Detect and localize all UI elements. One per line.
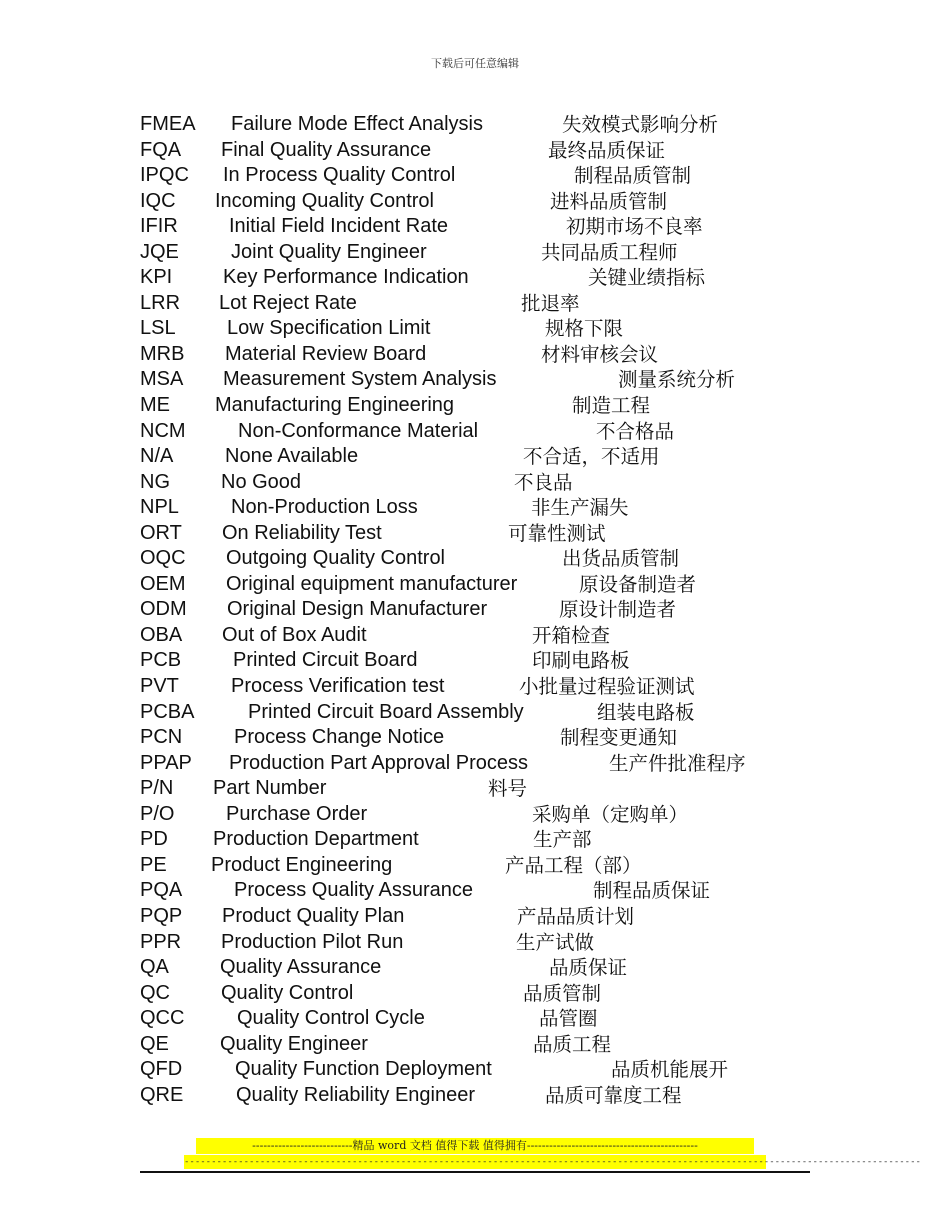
glossary-row: [0, 751, 950, 777]
english-term: Final Quality Assurance: [221, 138, 432, 161]
abbreviation: IPQC: [140, 164, 189, 187]
glossary-row: [0, 316, 950, 342]
chinese-term: 小批量过程验证测试: [519, 675, 695, 699]
chinese-term: 制程变更通知: [560, 726, 678, 750]
chinese-term: 制造工程: [572, 394, 651, 418]
glossary-row: [0, 291, 950, 317]
abbreviation: KPI: [140, 266, 173, 289]
glossary-row: [0, 138, 950, 164]
abbreviation: ORT: [140, 521, 182, 544]
english-term: Product Engineering: [211, 853, 393, 876]
english-term: Production Part Approval Process: [229, 751, 529, 774]
chinese-term: 开箱检查: [532, 623, 611, 647]
abbreviation: N/A: [140, 445, 174, 468]
english-term: Manufacturing Engineering: [215, 394, 455, 417]
chinese-term: 进料品质管制: [550, 189, 668, 213]
abbreviation: NG: [140, 470, 170, 493]
chinese-term: 生产部: [533, 828, 592, 852]
english-term: Part Number: [213, 777, 327, 800]
english-term: Quality Engineer: [220, 1032, 368, 1055]
chinese-term: 产品品质计划: [517, 904, 635, 928]
glossary-row: [0, 1006, 950, 1032]
glossary-row: [0, 342, 950, 368]
footer-banner: ---------------------------精品 word 文档 值得下载 值得拥有----------------------------------------------: [196, 1138, 754, 1154]
chinese-term: 制程品质保证: [593, 879, 711, 903]
chinese-term: 出货品质管制: [562, 547, 680, 571]
glossary-row: [0, 623, 950, 649]
glossary-row: [0, 470, 950, 496]
chinese-term: 测量系统分析: [618, 368, 736, 392]
english-term: Quality Assurance: [220, 956, 382, 979]
abbreviation: IFIR: [140, 215, 178, 238]
abbreviation: ODM: [140, 598, 187, 621]
english-term: Product Quality Plan: [222, 904, 405, 927]
english-term: Outgoing Quality Control: [226, 547, 446, 570]
chinese-term: 原设备制造者: [579, 572, 697, 596]
glossary-row: [0, 597, 950, 623]
english-term: Printed Circuit Board: [233, 649, 418, 672]
english-term: Production Department: [213, 828, 419, 851]
english-term: Measurement System Analysis: [223, 368, 497, 391]
english-term: Process Change Notice: [234, 726, 445, 749]
abbreviation: OBA: [140, 623, 183, 646]
glossary-row: [0, 802, 950, 828]
abbreviation: FMEA: [140, 113, 196, 135]
english-term: Incoming Quality Control: [215, 189, 434, 212]
abbreviation: PE: [140, 853, 167, 876]
glossary-row: [0, 444, 950, 470]
chinese-term: 品管圈: [539, 1007, 598, 1031]
abbreviation: QCC: [140, 1007, 185, 1030]
abbreviation: PCB: [140, 649, 182, 672]
glossary-row: [0, 674, 950, 700]
english-term: Initial Field Incident Rate: [229, 215, 449, 238]
abbreviation: PQP: [140, 904, 183, 927]
abbreviation: NCM: [140, 419, 186, 442]
glossary-row: [0, 240, 950, 266]
abbreviation: MRB: [140, 342, 185, 365]
english-term: Key Performance Indication: [223, 266, 469, 289]
glossary-row: [0, 853, 950, 879]
chinese-term: 生产试做: [516, 930, 595, 954]
english-term: Process Quality Assurance: [234, 879, 473, 902]
chinese-term: 制程品质管制: [574, 164, 692, 188]
english-term: No Good: [221, 470, 302, 493]
glossary-row: [0, 1032, 950, 1058]
english-term: Quality Reliability Engineer: [236, 1083, 476, 1106]
chinese-term: 产品工程（部）: [505, 853, 642, 877]
abbreviation: MSA: [140, 368, 184, 391]
abbreviation: NPL: [140, 496, 179, 519]
glossary-row: [0, 827, 950, 853]
english-term: Original equipment manufacturer: [226, 572, 518, 595]
abbreviation: PD: [140, 828, 168, 851]
chinese-term: 不合格品: [596, 419, 675, 443]
english-term: On Reliability Test: [222, 521, 382, 544]
glossary-row: [0, 419, 950, 445]
glossary-row: [0, 878, 950, 904]
abbreviation: PCN: [140, 726, 183, 749]
chinese-term: 品质管制: [523, 981, 602, 1005]
abbreviation: OQC: [140, 547, 186, 570]
abbreviation: PVT: [140, 675, 179, 698]
footer-dash-line: ----------------------------------------------------------------------------------------------------------------------------------------: [184, 1157, 921, 1167]
abbreviation: FQA: [140, 138, 182, 161]
abbreviation: JQE: [140, 240, 179, 263]
glossary-row: [0, 981, 950, 1007]
chinese-term: 共同品质工程师: [541, 240, 678, 264]
chinese-term: 印刷电路板: [532, 649, 630, 673]
chinese-term: 原设计制造者: [559, 598, 677, 622]
english-term: Quality Control: [221, 981, 354, 1004]
english-term: Non-Conformance Material: [238, 419, 479, 442]
english-term: Quality Control Cycle: [237, 1007, 425, 1030]
english-term: Purchase Order: [226, 802, 368, 825]
footer-divider: [140, 1171, 810, 1173]
glossary-row: [0, 648, 950, 674]
chinese-term: 采购单（定购单）: [532, 802, 689, 826]
abbreviation: PPR: [140, 930, 182, 953]
header-note: 下载后可任意编辑: [431, 57, 519, 70]
glossary-row: [0, 776, 950, 802]
chinese-term: 生产件批准程序: [609, 751, 746, 775]
glossary-row: [0, 189, 950, 215]
glossary-row: [0, 393, 950, 419]
chinese-term: 规格下限: [545, 317, 624, 341]
glossary-row: [0, 955, 950, 981]
chinese-term: 品质可靠度工程: [545, 1083, 682, 1107]
glossary-row: [0, 546, 950, 572]
chinese-term: 品质保证: [549, 956, 628, 980]
glossary-row: [0, 700, 950, 726]
english-term: Production Pilot Run: [221, 930, 404, 953]
glossary-row: [0, 521, 950, 547]
english-term: Lot Reject Rate: [219, 291, 357, 314]
english-term: Process Verification test: [231, 675, 445, 698]
english-term: Joint Quality Engineer: [231, 240, 427, 263]
glossary-row: [0, 572, 950, 598]
abbreviation: QFD: [140, 1058, 183, 1081]
abbreviation: IQC: [140, 189, 176, 212]
english-term: None Available: [225, 445, 359, 468]
abbreviation: OEM: [140, 572, 186, 595]
glossary-row: [0, 112, 950, 138]
glossary-row: [0, 495, 950, 521]
abbreviation: P/N: [140, 777, 174, 800]
glossary-row: [0, 163, 950, 189]
abbreviation: PCBA: [140, 700, 195, 723]
chinese-term: 组装电路板: [597, 700, 695, 724]
english-term: In Process Quality Control: [223, 164, 456, 187]
chinese-term: 批退率: [521, 291, 580, 315]
glossary-row: [0, 1057, 950, 1083]
chinese-term: 料号: [488, 777, 528, 801]
chinese-term: 材料审核会议: [541, 342, 659, 366]
glossary-row: [0, 930, 950, 956]
glossary-list: [0, 112, 950, 1108]
chinese-term: 关键业绩指标: [588, 266, 706, 290]
abbreviation: LRR: [140, 291, 181, 314]
glossary-row: [0, 265, 950, 291]
glossary-row: [0, 367, 950, 393]
english-term: Out of Box Audit: [222, 623, 367, 646]
abbreviation: PPAP: [140, 751, 192, 774]
abbreviation: QE: [140, 1032, 169, 1055]
abbreviation: PQA: [140, 879, 183, 902]
glossary-row: [0, 1083, 950, 1109]
abbreviation: ME: [140, 394, 170, 417]
english-term: Low Specification Limit: [227, 317, 431, 340]
english-term: Original Design Manufacturer: [227, 598, 488, 621]
english-term: Material Review Board: [225, 342, 427, 365]
chinese-term: 品质机能展开: [611, 1058, 729, 1082]
english-term: Non-Production Loss: [231, 496, 418, 519]
glossary-row: [0, 725, 950, 751]
chinese-term: 最终品质保证: [548, 138, 666, 162]
english-term: Printed Circuit Board Assembly: [248, 700, 524, 723]
english-term: Failure Mode Effect Analysis: [231, 113, 483, 135]
glossary-row: [0, 214, 950, 240]
chinese-term: 非生产漏失: [531, 496, 629, 520]
abbreviation: QC: [140, 981, 170, 1004]
chinese-term: 初期市场不良率: [566, 215, 703, 239]
abbreviation: QA: [140, 956, 169, 979]
chinese-term: 品质工程: [533, 1032, 612, 1056]
abbreviation: P/O: [140, 802, 175, 825]
abbreviation: LSL: [140, 317, 176, 340]
chinese-term: 不合适，不适用: [523, 445, 660, 469]
chinese-term: 失效模式影响分析: [562, 113, 719, 136]
chinese-term: 不良品: [514, 470, 573, 494]
abbreviation: QRE: [140, 1083, 184, 1106]
english-term: Quality Function Deployment: [235, 1058, 492, 1081]
glossary-row: [0, 904, 950, 930]
chinese-term: 可靠性测试: [508, 521, 606, 545]
